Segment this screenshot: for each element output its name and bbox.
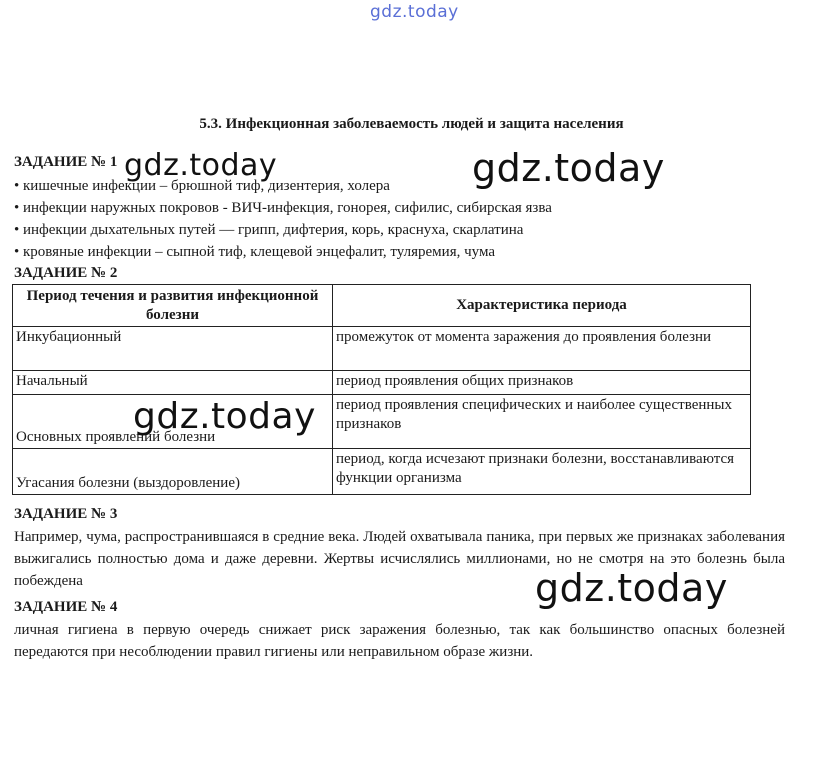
table-cell-period: Начальный <box>13 371 333 395</box>
table-header-period: Период течения и развития инфекционной болезни <box>13 285 333 327</box>
table-cell-characteristic: промежуток от момента заражения до проявления болезни <box>333 327 751 371</box>
task1-line-1: • кишечные инфекции – брюшной тиф, дизентерия, холера <box>14 178 390 194</box>
task4-text: личная гигиена в первую очередь снижает риск заражения болезнью, так как большинство опасных болезней передаются при несоблюдении правил гигиены или неправильном образе жизни. <box>14 622 785 660</box>
task1-heading: ЗАДАНИЕ № 1 <box>14 154 118 170</box>
task1-line-2: • инфекции наружных покровов - ВИЧ-инфекция, гонорея, сифилис, сибирская язва <box>14 200 552 216</box>
watermark: gdz.today <box>124 148 278 183</box>
table-row <box>13 449 751 495</box>
table-cell-period: Основных проявлений болезни <box>13 395 333 449</box>
table-cell-characteristic: период, когда исчезают признаки болезни, восстанавливаются функции организма <box>333 449 751 495</box>
task1-line-3: • инфекции дыхательных путей — грипп, дифтерия, корь, краснуха, скарлатина <box>14 222 524 238</box>
table-row <box>13 395 751 449</box>
table-header-characteristic: Характеристика периода <box>333 285 751 327</box>
table-row <box>13 371 751 395</box>
watermark: gdz.today <box>472 146 665 190</box>
section-title: 5.3. Инфекционная заболеваемость людей и защита населения <box>199 116 624 132</box>
watermark-top: gdz.today <box>370 2 459 22</box>
table-cell-period: Инкубационный <box>13 327 333 371</box>
task4-heading: ЗАДАНИЕ № 4 <box>14 599 118 615</box>
table-row <box>13 327 751 371</box>
task1-line-4: • кровяные инфекции – сыпной тиф, клещевой энцефалит, туляремия, чума <box>14 244 495 260</box>
task3-heading: ЗАДАНИЕ № 3 <box>14 506 118 522</box>
table-cell-period: Угасания болезни (выздоровление) <box>13 449 333 495</box>
task3-text: Например, чума, распространившаяся в средние века. Людей охватывала паника, при первых же признаках заболевания выжигались полностью дома и даже деревни. Жертвы исчислялись миллионами, но не смотря на это болезнь была побеждена <box>14 529 785 589</box>
table-header-row <box>13 285 751 327</box>
periods-table <box>12 284 751 495</box>
table-cell-characteristic: период проявления общих признаков <box>333 371 751 395</box>
task2-heading: ЗАДАНИЕ № 2 <box>14 265 118 281</box>
table-cell-characteristic: период проявления специфических и наиболее существенных признаков <box>333 395 751 449</box>
watermark: gdz.today <box>133 396 316 437</box>
watermark: gdz.today <box>535 566 728 610</box>
